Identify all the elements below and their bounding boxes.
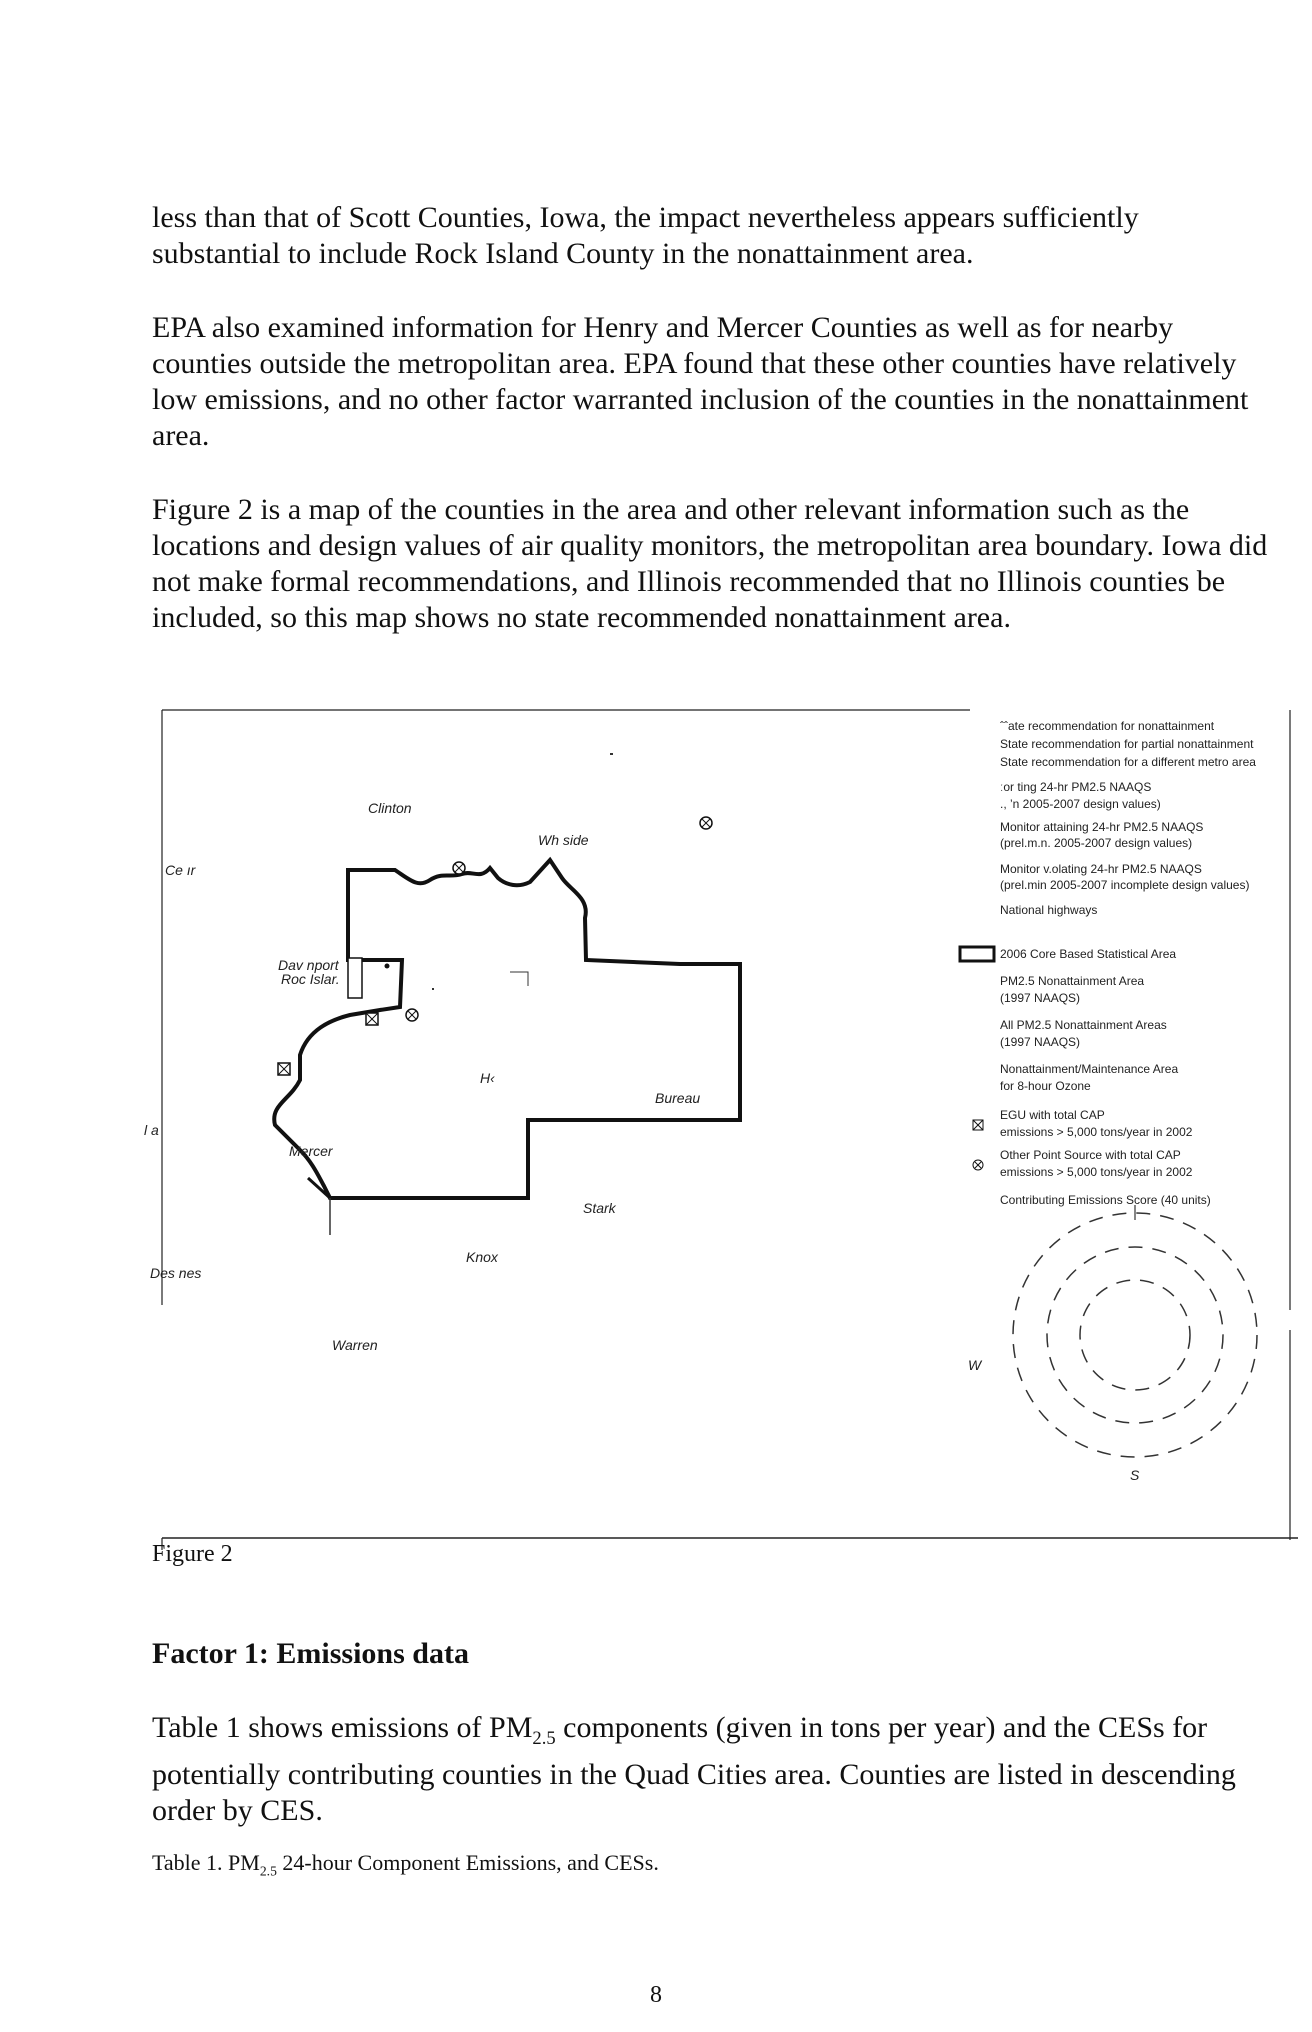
- egu-legend-icon: [973, 1120, 983, 1130]
- legend-egu-emissions: emissions > 5,000 tons/year in 2002: [1000, 1125, 1193, 1139]
- page-number: 8: [650, 1982, 662, 2008]
- ces-compass-circle: [1013, 1213, 1257, 1457]
- legend-pm25-naaqs: (1997 NAAQS): [1000, 991, 1081, 1005]
- label-louisa: l a: [144, 1122, 159, 1138]
- paragraph-henry-mercer: EPA also examined information for Henry and Mercer Counties as well as for nearby counties outside the metropolitan area. EPA found that these other counties have relatively low emissions, and no other factor warranted inclusion of the counties in the nonattainment area.: [152, 311, 1249, 452]
- legend-ces: Contributing Emissions Score (40 units): [1000, 1193, 1211, 1207]
- label-stark: Stark: [583, 1200, 616, 1216]
- compass-south-label: S: [1130, 1467, 1140, 1483]
- label-warren: Warren: [332, 1337, 378, 1353]
- label-whiteside: Wh side: [538, 832, 589, 848]
- legend-monitor-attaining-values: (prel.m.n. 2005-2007 design values): [1000, 836, 1193, 850]
- label-mercer: Mercer: [289, 1143, 333, 1159]
- table-caption: Table 1. $PM_{2.5}$ 24-hour Component Emissions, and CESs.: [152, 1850, 659, 1879]
- egu-marker: [366, 1013, 378, 1025]
- point-source-legend-icon: [973, 1160, 983, 1170]
- point-source-marker: [406, 1009, 418, 1021]
- section-heading: Factor 1: Emissions data: [152, 1637, 469, 1670]
- label-cedar: Ce ır: [165, 862, 196, 878]
- legend-all-pm25-naaqs: (1997 NAAQS): [1000, 1035, 1081, 1049]
- label-clinton: Clinton: [368, 800, 412, 816]
- legend-other-point-emissions: emissions > 5,000 tons/year in 2002: [1000, 1165, 1193, 1179]
- legend-egu: EGU with total CAP: [1000, 1108, 1105, 1122]
- paragraph-figure-description: Figure 2 is a map of the counties in the area and other relevant information such as the locations and design values of air quality monitors, the metropolitan area boundary. Iowa did not make formal recommendations, and Illinois recommended that no Illinois counties be included, so this map shows no state recommended nonattainment area.: [152, 493, 1268, 634]
- legend-cbsa: 2006 Core Based Statistical Area: [1000, 947, 1177, 961]
- legend-state-different-metro: State recommendation for a different metro area: [1000, 755, 1256, 769]
- legend-monitor-violating: Monitor v.olating 24-hr PM2.5 NAAQS: [1000, 862, 1202, 876]
- point-source-marker: [700, 817, 712, 829]
- egu-marker: [278, 1063, 290, 1075]
- label-knox: Knox: [466, 1249, 498, 1265]
- legend-all-pm25: All PM2.5 Nonattainment Areas: [1000, 1018, 1167, 1032]
- label-davenport: Dav nport: [278, 957, 339, 973]
- point-source-marker: [453, 862, 465, 874]
- legend-pm25-nonattainment: PM2.5 Nonattainment Area: [1000, 974, 1145, 988]
- legend-state-partial: State recommendation for partial nonattainment: [1000, 737, 1254, 751]
- label-des-moines: Des nes: [150, 1265, 202, 1281]
- compass-west-label: W: [968, 1357, 982, 1373]
- figure-caption: Figure 2: [152, 1541, 233, 1567]
- legend-other-point-source: Other Point Source with total CAP: [1000, 1148, 1181, 1162]
- paragraph-table-intro: Table 1 shows emissions of $PM_{2.5}$ components (given in tons per year) and the CESs for potentially contributing counties in the Quad Cities area. Counties are listed in descending order by CES.: [152, 1711, 1236, 1827]
- legend-ozone-8hr: for 8-hour Ozone: [1000, 1079, 1091, 1093]
- paragraph-rock-island: less than that of Scott Counties, Iowa, the impact nevertheless appears sufficiently substantial to include Rock Island County in the nonattainment area.: [152, 201, 1139, 270]
- monitor-dot: [385, 964, 390, 969]
- legend-monitor-attaining: Monitor attaining 24-hr PM2.5 NAAQS: [1000, 820, 1204, 834]
- figure-2-map: [144, 710, 1300, 1580]
- label-henry: H‹: [480, 1070, 495, 1086]
- legend-state-recommendation: ˆˆate recommendation for nonattainment: [1000, 719, 1215, 733]
- label-rock-island: Roc Islar.: [281, 971, 340, 987]
- legend-ozone-maintenance: Nonattainment/Maintenance Area: [1000, 1062, 1179, 1076]
- cbsa-boundary: [274, 860, 740, 1198]
- cbsa-legend-swatch: [960, 947, 994, 961]
- legend-monitor-violating-values: (prel.min 2005-2007 incomplete design values): [1000, 878, 1250, 892]
- legend-monitor-line2: ., ’n 2005-2007 design values): [1000, 797, 1161, 811]
- label-bureau: Bureau: [655, 1090, 701, 1106]
- legend-monitor-line1: ːor ting 24-hr PM2.5 NAAQS: [1000, 780, 1152, 794]
- legend-national-highways: National highways: [1000, 903, 1098, 917]
